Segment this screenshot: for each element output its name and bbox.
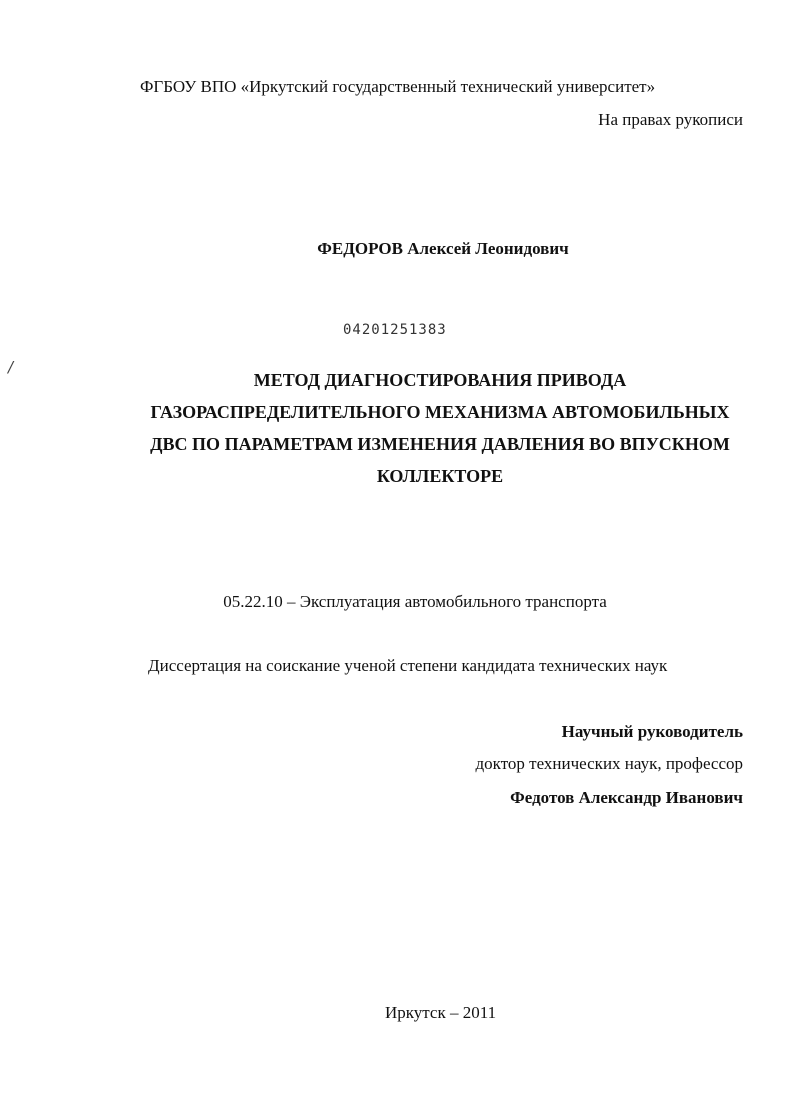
catalog-number: 04201251383 (343, 322, 447, 338)
supervisor-heading: Научный руководитель (561, 722, 743, 741)
author-name: ФЕДОРОВ Алексей Леонидович (317, 239, 569, 258)
scan-mark: / (8, 358, 14, 376)
dissertation-type: Диссертация на соискание ученой степени кандидата технических наук (148, 656, 668, 675)
institution-name: ФГБОУ ВПО «Иркутский государственный технический университет» (140, 77, 656, 96)
specialty-name: Эксплуатация автомобильного транспорта (299, 592, 607, 611)
supervisor-name: Федотов Александр Иванович (510, 788, 743, 807)
title-line-4: КОЛЛЕКТОРЕ (376, 466, 504, 486)
rights-note: На правах рукописи (598, 110, 743, 129)
specialty-line (0, 592, 800, 612)
title-line-2: ГАЗОРАСПРЕДЕЛИТЕЛЬНОГО МЕХАНИЗМА АВТОМОБИЛЬНЫХ (150, 402, 730, 422)
title-line-1: МЕТОД ДИАГНОСТИРОВАНИЯ ПРИВОДА (253, 370, 627, 390)
specialty-dash: – (286, 592, 296, 611)
title-line-3: ДВС ПО ПАРАМЕТРАМ ИЗМЕНЕНИЯ ДАВЛЕНИЯ ВО ВПУСКНОМ (150, 434, 730, 454)
supervisor-degree: доктор технических наук, профессор (475, 754, 743, 773)
dissertation-title (60, 364, 800, 492)
specialty-code: 05.22.10 (223, 592, 283, 611)
specialty-text (223, 592, 607, 611)
city-year: Иркутск – 2011 (385, 1003, 497, 1022)
